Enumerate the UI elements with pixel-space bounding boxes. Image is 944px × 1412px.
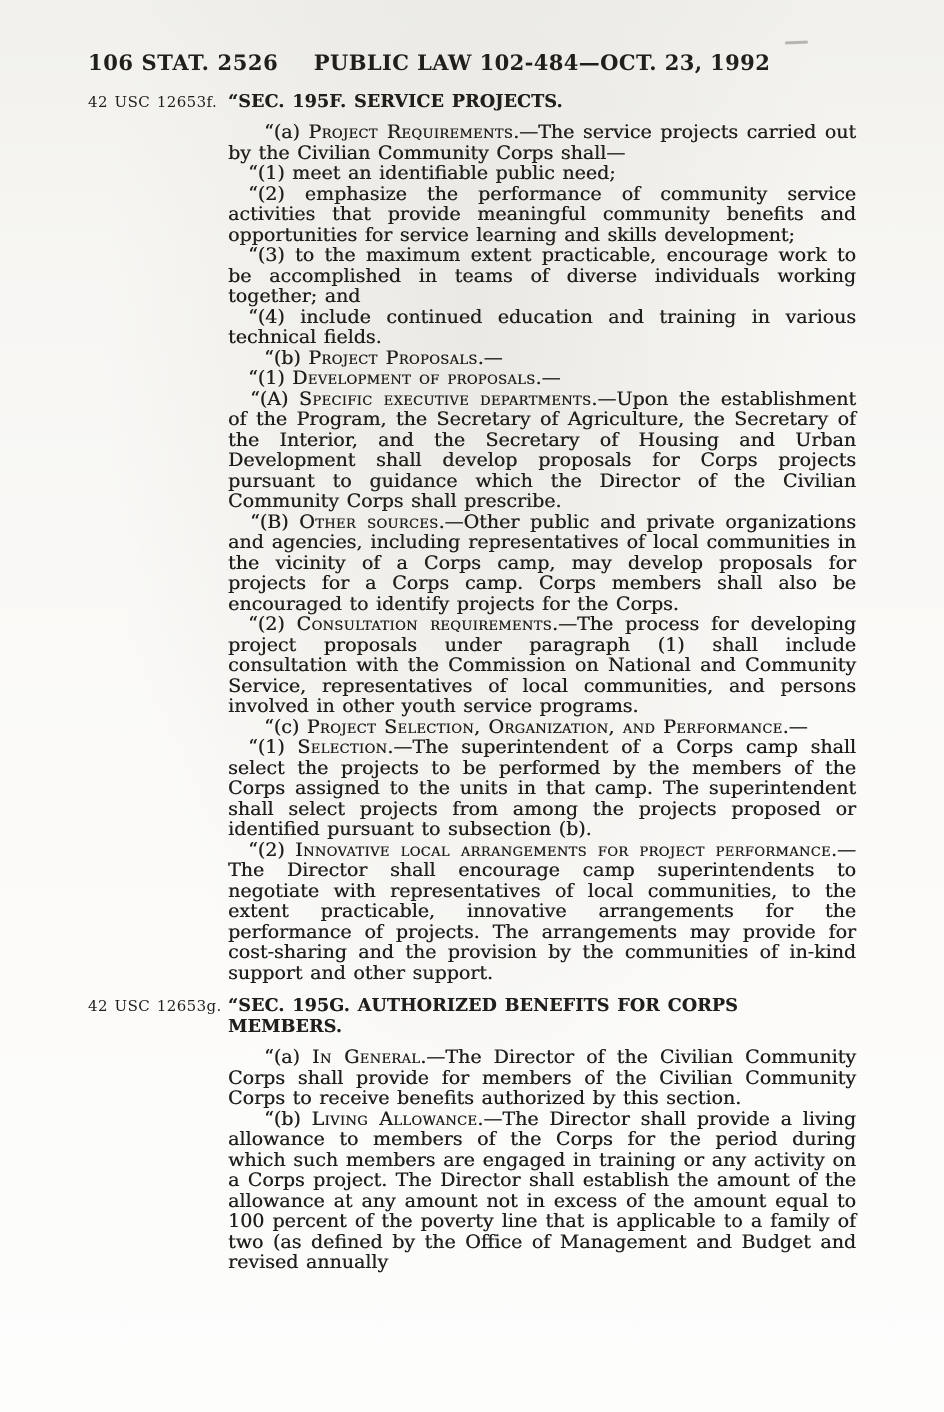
statute-paragraph <box>228 184 856 246</box>
statute-paragraph <box>228 307 856 348</box>
paragraph-label: “(1) <box>248 736 298 758</box>
paragraph-keyword: Project Requirements <box>308 121 514 143</box>
paragraph-text: .—The service projects carried out by the Civilian Community Corps shall— <box>228 121 857 164</box>
paragraph-text: .—The superintendent of a Corps camp shall select the projects to be performed by the members of the Corps assigned to the units in that camp. The superintendent shall select projects from among the projects proposed or identified pursuant to subsection (b). <box>228 736 856 840</box>
paragraph-text: .—The Director shall encourage camp superintendents to negotiate with representatives of local communities, to the extent practicable, innovative arrangements for the performance of projects. The arrangements may provide for cost-sharing and the provision by the communities of in-kind support and other support. <box>228 838 856 984</box>
paragraph-keyword: Project Proposals <box>308 346 478 369</box>
section-195f <box>88 92 857 984</box>
statute-paragraph <box>228 122 856 163</box>
paragraph-label: “(B) <box>250 510 300 533</box>
statute-paragraph <box>228 614 856 717</box>
paragraph-text: .— <box>535 367 561 389</box>
statute-paragraph <box>228 163 856 184</box>
paragraph-keyword: Specific executive departments <box>298 387 592 410</box>
paragraph-label: “(4) <box>248 305 301 328</box>
paragraph-text: include continued education and training in various technical fields. <box>228 305 856 348</box>
stat-page-number: 106 STAT. 2526 <box>88 50 279 75</box>
paragraph-text: .—Other public and private organizations and agencies, including representatives of local communities in the vicinity of a Corps camp, may develop proposals for projects for a Corps camp. Corps members shall also be encouraged to identify projects for the Corps. <box>228 510 856 615</box>
paragraph-keyword: Consultation requirements <box>296 613 552 635</box>
scan-artifact-dash <box>785 41 808 45</box>
paragraph-label: “(2) <box>248 182 305 205</box>
section-heading: “SEC. 195G. AUTHORIZED BENEFITS FOR CORPS MEMBERS. <box>228 996 738 1037</box>
paragraph-text: to the maximum extent practicable, encourage work to be accomplished in teams of diverse individuals working together; and <box>228 244 856 307</box>
paragraph-label: “(3) <box>248 244 295 266</box>
paragraph-keyword: Project Selection, Organization, and Performance <box>306 715 783 738</box>
statute-paragraph <box>228 1047 856 1109</box>
paragraph-text: .— <box>782 715 808 738</box>
paragraph-keyword: Selection <box>297 736 388 758</box>
paragraph-text: emphasize the performance of community service activities that provide meaningful community benefits and opportunities for service learning and skills development; <box>228 182 857 246</box>
statute-paragraph <box>228 717 856 738</box>
statute-paragraph <box>228 245 856 307</box>
paragraph-label: “(2) <box>248 838 296 861</box>
margin-note-usc-citation: 42 USC 12653f. <box>88 93 218 111</box>
paragraph-keyword: In General <box>311 1046 421 1068</box>
paragraph-keyword: Development of proposals <box>292 367 536 389</box>
paragraph-text: .—Upon the establishment of the Program, the Secretary of Agriculture, the Secretary of the Interior, and the Secretary of Housing and Urban Development shall develop proposals for Corps projects pursuant to guidance which the Director of the Civilian Community Corps shall prescribe. <box>228 387 856 512</box>
paragraph-keyword: Other sources <box>299 510 439 533</box>
margin-note-usc-citation: 42 USC 12653g. <box>88 997 222 1015</box>
paragraph-text: .— <box>477 346 503 369</box>
statute-body <box>88 92 857 1273</box>
public-law-title: PUBLIC LAW 102-484—OCT. 23, 1992 <box>313 50 771 75</box>
paragraph-label: “(1) <box>248 162 293 184</box>
statute-paragraph <box>228 840 856 984</box>
paragraph-keyword: Living Allowance <box>311 1107 478 1130</box>
paragraph-label: “(A) <box>250 387 299 410</box>
paragraph-label: “(1) <box>248 367 293 389</box>
statute-paragraph <box>228 512 856 615</box>
section-195g <box>88 996 856 1273</box>
statute-paragraph <box>228 737 856 840</box>
section-heading: “SEC. 195F. SERVICE PROJECTS. <box>228 92 563 112</box>
paragraph-text: .—The Director of the Civilian Community Corps shall provide for members of the Civilian Community Corps to receive benefits authorized by this section. <box>228 1046 856 1109</box>
paragraph-text: meet an identifiable public need; <box>292 162 616 184</box>
paragraph-keyword: Innovative local arrangements for project performance <box>295 838 831 861</box>
paragraph-label: “(b) <box>264 346 309 369</box>
paragraph-label: “(c) <box>264 715 307 738</box>
statute-paragraph <box>228 389 856 512</box>
paragraph-text: .—The Director shall provide a living allowance to members of the Corps for the period during which such members are engaged in training or any activity on a Corps project. The Director shall establish the amount of the allowance at any amount not in excess of the amount equal to 100 percent of the poverty line that is applicable to a family of two (as defined by the Office of Management and Budget and revised annually <box>228 1107 856 1273</box>
paragraph-text: .—The process for developing project proposals under paragraph (1) shall include consultation with the Commission on National and Community Service, representatives of local communities, and persons involved in other youth service programs. <box>228 613 857 717</box>
paragraph-label: “(2) <box>248 613 297 635</box>
paragraph-label: “(a) <box>264 1046 312 1068</box>
statute-paragraph <box>228 1109 856 1273</box>
paragraph-label: “(b) <box>264 1107 312 1130</box>
statute-paragraph <box>228 348 856 369</box>
running-head <box>0 50 944 80</box>
paragraph-label: “(a) <box>264 121 309 143</box>
statute-paragraph <box>228 368 856 389</box>
